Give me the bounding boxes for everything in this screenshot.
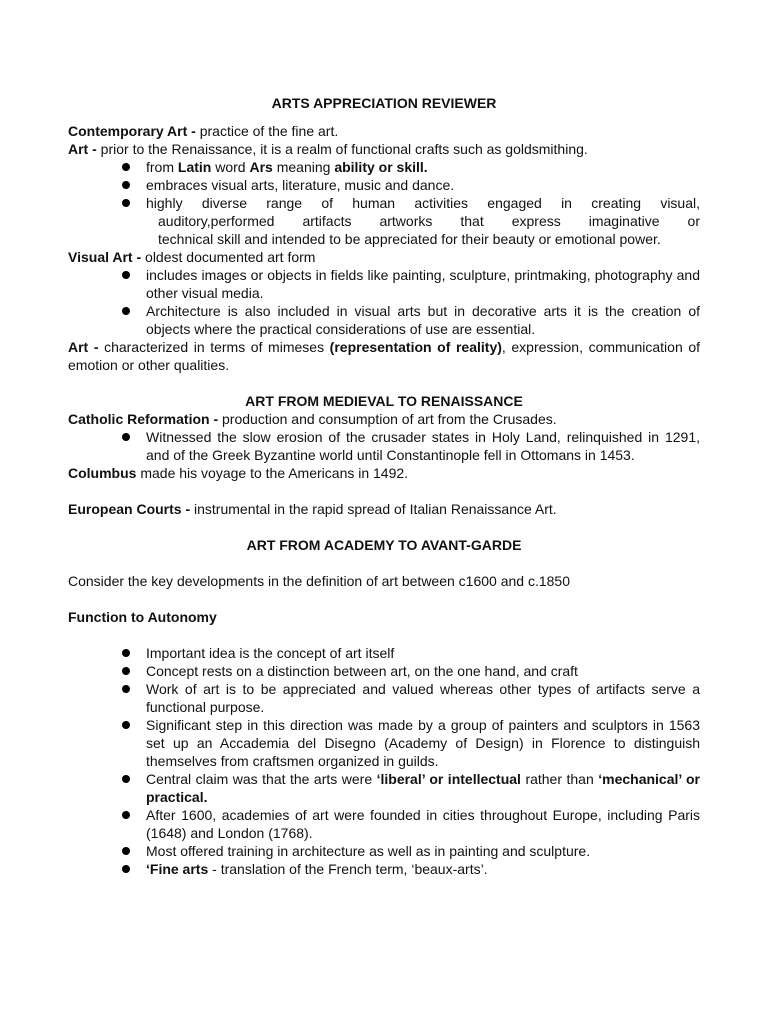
list-item: includes images or objects in fields like painting, sculpture, printmaking, photography and other visual media.: [68, 266, 700, 302]
autonomy-bullet-list: [68, 644, 700, 878]
term: Art -: [68, 141, 97, 157]
definition-text: practice of the fine art.: [195, 123, 339, 139]
list-item: [68, 770, 700, 806]
term: Visual Art -: [68, 249, 142, 265]
text: characterized in terms of mimeses: [98, 339, 330, 355]
definition-text: prior to the Renaissance, it is a realm of functional crafts such as goldsmithing.: [96, 141, 588, 157]
text: Central claim was that the arts were: [146, 771, 377, 787]
visual-art-definition: [68, 248, 700, 266]
text-bold: (representation of reality): [329, 339, 502, 355]
text: technical skill and intended to be appreciated for their beauty or emotional power.: [158, 231, 661, 247]
term: Contemporary Art -: [68, 123, 196, 139]
text-bold: ‘mechanical’ or practical.: [146, 771, 700, 805]
text: meaning: [272, 159, 335, 175]
term: Art -: [68, 339, 99, 355]
subheading-function-to-autonomy: [68, 608, 700, 626]
text: auditory,performed artifacts artworks that express imaginative or: [158, 213, 700, 229]
definition-text: made his voyage to the Americans in 1492.: [136, 465, 409, 481]
title-arts-appreciation-reviewer: ARTS APPRECIATION REVIEWER: [271, 95, 497, 111]
definition-text: production and consumption of art from the Crusades.: [218, 411, 557, 427]
list-item: Concept rests on a distinction between art, on the one hand, and craft: [68, 662, 700, 680]
list-item: embraces visual arts, literature, music and dance.: [68, 176, 700, 194]
term: European Courts -: [68, 501, 191, 517]
text-bold: Ars: [249, 159, 273, 175]
text: from: [146, 159, 178, 175]
list-item: Most offered training in architecture as well as in painting and sculpture.: [68, 842, 700, 860]
art-definition-2: [68, 338, 700, 374]
list-item: [68, 194, 700, 248]
art-definition-1: [68, 140, 700, 158]
text-bold: ‘Fine arts: [146, 861, 209, 877]
term: Columbus: [68, 465, 137, 481]
text-bold: ‘liberal’ or intellectual: [376, 771, 521, 787]
definition-text: instrumental in the rapid spread of Italian Renaissance Art.: [190, 501, 557, 517]
text-bold: ability or skill.: [334, 159, 428, 175]
text: rather than: [520, 771, 599, 787]
intro-text: Consider the key developments in the definition of art between c1600 and c.1850: [68, 573, 570, 589]
text: , expression, communication of emotion or other qualities.: [68, 339, 700, 373]
title-medieval-to-renaissance: ART FROM MEDIEVAL TO RENAISSANCE: [245, 393, 523, 409]
text: - translation of the French term, ‘beaux-arts’.: [208, 861, 488, 877]
text-bold: Latin: [177, 159, 212, 175]
text: word: [211, 159, 250, 175]
european-courts-definition: [68, 500, 700, 518]
list-item: Witnessed the slow erosion of the crusader states in Holy Land, relinquished in 1291, and of the Greek Byzantine world until Constantinople fell in Ottomans in 1453.: [68, 428, 700, 464]
document-page: [68, 94, 700, 878]
list-item: Significant step in this direction was made by a group of painters and sculptors in 1563 set up an Accademia del Disegno (Academy of Design) in Florence to distinguish themselves from craftsmen organized in guilds.: [68, 716, 700, 770]
list-item: Important idea is the concept of art itself: [68, 644, 700, 662]
art-bullet-list: [68, 158, 700, 248]
columbus-line: [68, 464, 700, 482]
text: highly diverse range of human activities engaged in creating visual,: [146, 195, 700, 211]
reformation-bullet-list: [68, 428, 700, 464]
list-item: Architecture is also included in visual arts but in decorative arts it is the creation of objects where the practical considerations of use are essential.: [68, 302, 700, 338]
contemporary-art-definition: [68, 122, 700, 140]
list-item: [68, 158, 700, 176]
list-item: Work of art is to be appreciated and valued whereas other types of artifacts serve a functional purpose.: [68, 680, 700, 716]
title-academy-to-avant-garde: ART FROM ACADEMY TO AVANT-GARDE: [246, 537, 522, 553]
visual-art-bullet-list: [68, 266, 700, 338]
catholic-reformation-definition: [68, 410, 700, 428]
list-item: After 1600, academies of art were founded in cities throughout Europe, including Paris (1648) and London (1768).: [68, 806, 700, 842]
subheading-text: Function to Autonomy: [68, 609, 217, 625]
definition-text: oldest documented art form: [141, 249, 316, 265]
list-item: [68, 860, 700, 878]
term: Catholic Reformation -: [68, 411, 219, 427]
